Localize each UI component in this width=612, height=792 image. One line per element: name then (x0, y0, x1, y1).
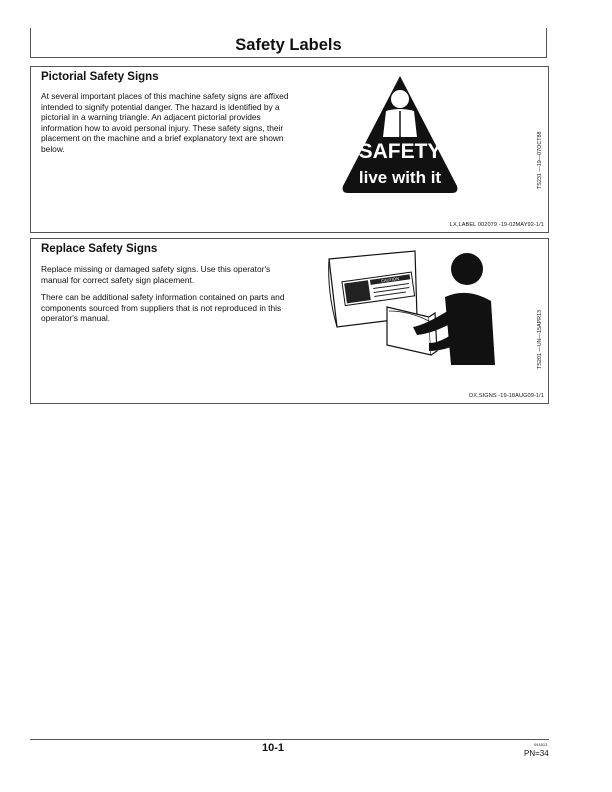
person-reading-manual-icon (325, 247, 507, 379)
safety-text: SAFETY (358, 140, 442, 163)
safety-triangle-icon (339, 73, 461, 195)
section-paragraph: At several important places of this machine safety signs are affixed intended to signify potential danger. The hazard is identified by a pictorial in a warning triangle. An adjacent pictorial provides information how to avoid personal injury. These safety signs, their placement on the machine and a brief explanatory text are shown below. (41, 91, 289, 154)
live-with-it-text: live with it (358, 168, 442, 187)
section-pictorial-safety-signs (30, 66, 549, 233)
figure-code: TS231 —19—07OCT88 (537, 131, 543, 189)
figure-code: TS201 —UN—15APR13 (537, 309, 543, 369)
reference-code: LX,LABEL 002079 -19-02MAY92-1/1 (449, 222, 544, 228)
page-title: Safety Labels (235, 36, 342, 54)
reference-code: DX,SIGNS -19-18AUG09-1/1 (469, 393, 544, 399)
section-paragraph: There can be additional safety information contained on parts and components sourced from suppliers that is not reproduced in this operator's manual. (41, 292, 285, 324)
page-code: PN=34 (524, 749, 549, 758)
section-title: Pictorial Safety Signs (41, 71, 159, 83)
section-replace-safety-signs (30, 238, 549, 404)
footer-divider (30, 739, 549, 740)
caution-label-text: CAUTION (380, 275, 400, 284)
page-header (30, 28, 547, 58)
page-number: 10-1 (262, 742, 285, 754)
section-paragraph: Replace missing or damaged safety signs. Use this operator's manual for correct safety sign placement. (41, 264, 271, 285)
footer-small-code: 041613 (534, 742, 548, 747)
section-title: Replace Safety Signs (41, 243, 158, 255)
